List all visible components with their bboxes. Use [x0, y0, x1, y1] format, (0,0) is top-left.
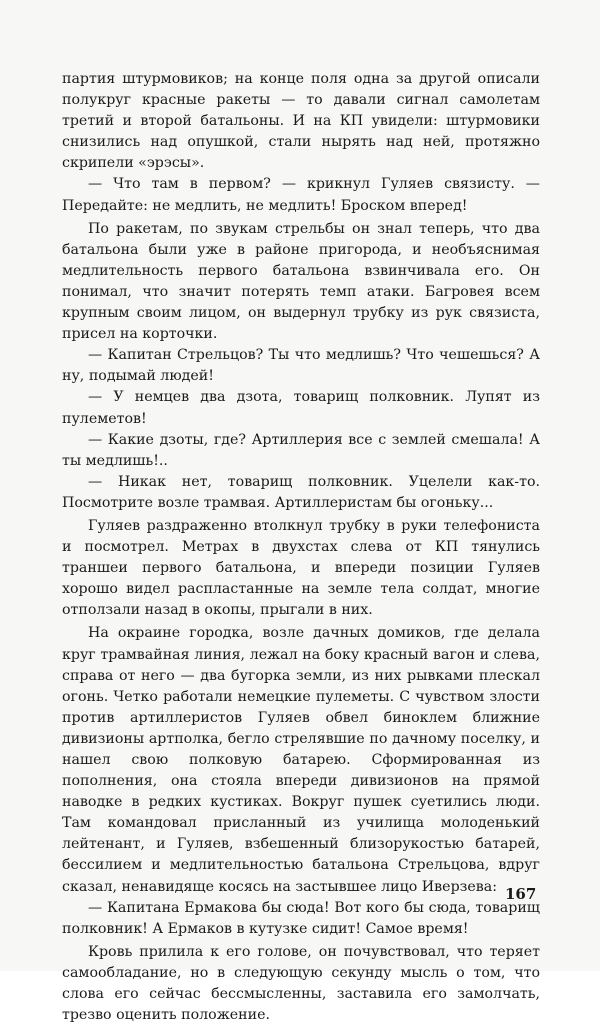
paragraph-narration: На окраине городка, возле дачных домиков, где делала круг трамвайная линия, лежал на боку красный вагон и слева, справа от него — два бугорка земли, из них рывками плескал огонь. Четко работали немецкие пулеметы. С чувством злости против артиллеристов Гуляев обвел биноклем ближние дивизионы артполка, бегло стрелявшие по дачному поселку, и нашел свою полковую батарею. Сформированная из пополнения, она стояла впереди дивизионов на прямой наводке в редких кустиках. Вокруг пушек суетились люди. Там командовал присланный из училища молоденький лейтенант, и Гуляев, взбешенный близорукостью батарей, бессилием и медлительностью батальона Стрельцова, вдруг сказал, ненавидяще косясь на застывшее лицо Иверзева: [62, 625, 540, 895]
paragraph-narration: По ракетам, по звукам стрельбы он знал теперь, что два батальона были уже в районе пригорода, и необъяснимая медлительность первого батальона взвинчивала его. Он понимал, что значит потерять темп атаки. Багровея всем крупным своим лицом, он выдернул трубку из рук связиста, присел на корточки. [62, 220, 540, 343]
paragraph-continuation: партия штурмовиков; на конце поля одна за другой описали полукруг красные ракеты — то давали сигнал самолетам третий и второй батальоны. И на КП увидели: штурмовики снизились над опушкой, стали нырять над ней, протяжно скрипели «эрэсы». [62, 71, 540, 172]
paragraph-dialogue: — Что там в первом? — крикнул Гуляев связисту. — Передайте: не медлить, не медлить! Броском вперед! [62, 176, 540, 214]
paragraph-dialogue: — Капитана Ермакова бы сюда! Вот кого бы сюда, товарищ полковник! А Ермаков в кутузке сидит! Самое время! [62, 899, 540, 937]
paragraph-dialogue: — Капитан Стрельцов? Ты что медлишь? Что чешешься? А ну, подымай людей! [62, 347, 540, 385]
body-text [62, 69, 540, 1026]
paragraph-dialogue: — Какие дзоты, где? Артиллерия все с землей смешала! А ты медлишь!.. [62, 431, 540, 469]
paragraph-dialogue: — Никак нет, товарищ полковник. Уцелели как-то. Посмотрите возле трамвая. Артиллеристам бы огоньку... [62, 473, 540, 511]
paragraph-narration: Кровь прилила к его голове, он почувствовал, что теряет самообладание, но в следующую секунду мысль о том, что слова его сейчас бессмысленны, заставила его замолчать, трезво оценить положение. [62, 943, 540, 1024]
page-number: 167 [505, 885, 537, 903]
paragraph-dialogue: — У немцев два дзота, товарищ полковник. Лупят из пулеметов! [62, 389, 540, 427]
paragraph-narration: Гуляев раздраженно втолкнул трубку в руки телефониста и посмотрел. Метрах в двухстах слева от КП тянулись траншеи первого батальона, и впереди позиции Гуляев хорошо видел распластанные на земле тела солдат, многие отползали назад в окопы, прыгали в них. [62, 517, 540, 619]
